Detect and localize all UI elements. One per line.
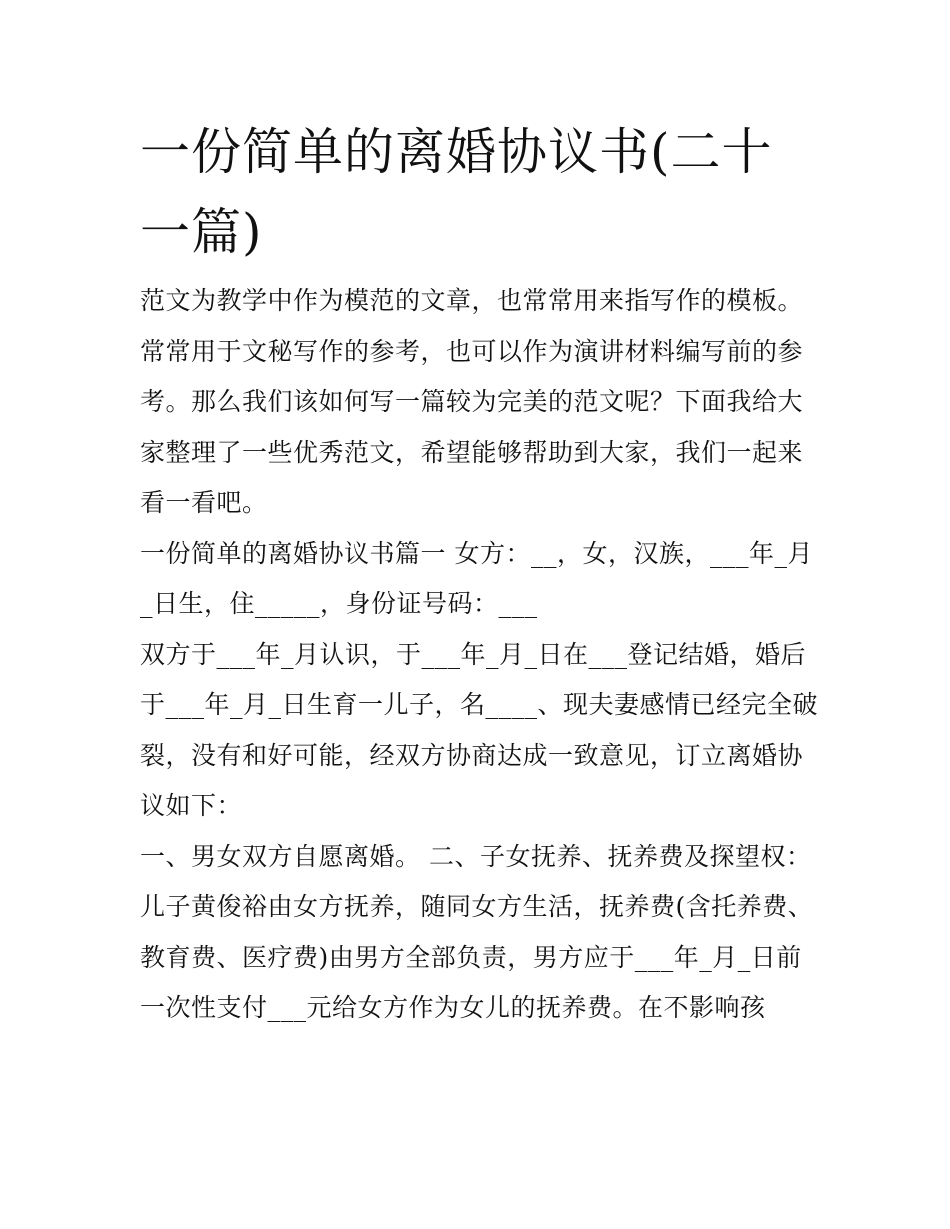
document-body — [140, 276, 820, 1034]
document-title: 一份简单的离婚协议书(二十一篇) — [140, 123, 773, 261]
paragraph-marriage-facts: 双方于___年_月认识，于___年_月_日在___登记结婚，婚后于___年_月_日生育一儿子，名____、现夫妻感情已经完全破裂，没有和好可能，经双方协商达成一致意见，订立离婚协议如下： — [140, 639, 819, 820]
paragraph-intro: 范文为教学中作为模范的文章，也常常用来指写作的模板。常常用于文秘写作的参考，也可以作为演讲材料编写前的参考。那么我们该如何写一篇较为完美的范文呢？下面我给大家整理了一些优秀范文，希望能够帮助到大家，我们一起来看一看吧。 — [140, 286, 804, 517]
paragraph-parties: 一份简单的离婚协议书篇一 女方：__，女，汉族，___年_月_日生，住_____，身份证号码：___ — [140, 538, 813, 618]
paragraph-terms: 一、男女双方自愿离婚。 二、子女抚养、抚养费及探望权：儿子黄俊裕由女方抚养，随同女方生活，抚养费(含托养费、教育费、医疗费)由男方全部负责，男方应于___年_月_日前一次性支付___元给女方作为女儿的抚养费。在不影响孩 — [140, 841, 814, 1022]
